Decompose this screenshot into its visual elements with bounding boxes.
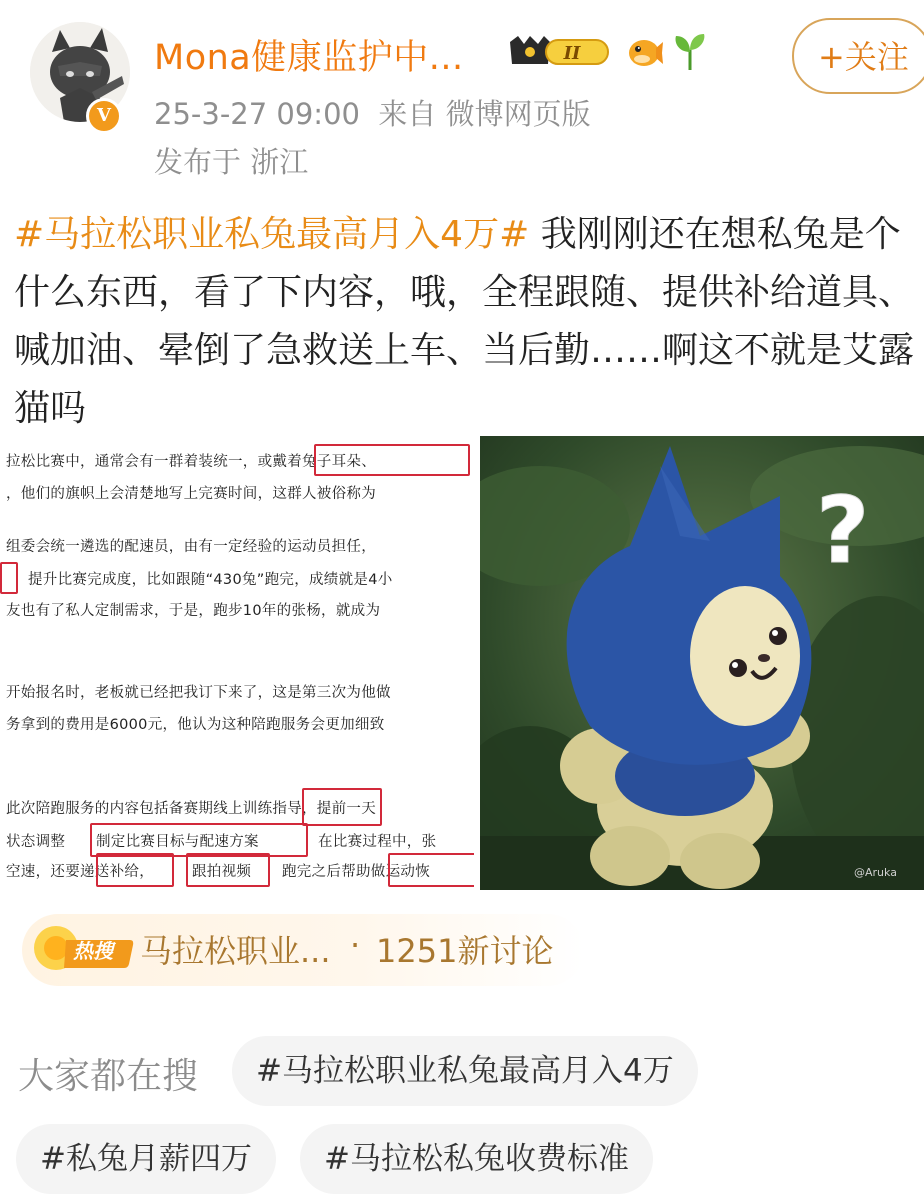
hot-search-label: 热搜 <box>73 939 113 963</box>
rank-badge-icon[interactable] <box>508 34 612 68</box>
svg-text:?: ? <box>816 477 870 584</box>
article-line: 在比赛过程中，张 <box>318 834 437 850</box>
verified-badge: V <box>86 98 122 134</box>
article-line: 空速，还要递送补给， <box>6 864 154 880</box>
plush-toy-photo[interactable] <box>480 436 924 890</box>
timestamp: 25-3-27 09:00 <box>154 97 360 131</box>
everyone-search-title: 大家都在搜 <box>18 1056 199 1097</box>
rank-badge-label: II <box>563 43 581 64</box>
article-line: ，他们的旗帜上会清楚地写上完赛时间，这群人被俗称为 <box>6 486 376 502</box>
article-line: 组委会统一遴选的配速员，由有一定经验的运动员担任， <box>6 539 376 555</box>
article-line: 提升比赛完成度，比如跟随“430兔”跑完，成绩就是4小 <box>28 572 393 588</box>
pufferfish-icon <box>626 34 664 70</box>
post-body: 我刚刚还在想私兔是个什么东西，看了下内容，哦，全程跟随、提供补给道具、喊加油、晕倒了急救送上车、当后勤……啊这不就是艾露猫吗 <box>14 214 915 429</box>
hot-search-separator: · <box>350 926 361 964</box>
article-line: 跑完之后帮助做运动恢 <box>282 864 430 880</box>
highlight-box <box>186 853 270 887</box>
post-meta <box>154 92 591 133</box>
article-line: 友也有了私人定制需求，于是，跑步10年的张杨，就成为 <box>6 603 381 619</box>
username[interactable]: Mona健康监护中... <box>154 38 464 78</box>
highlight-box <box>0 562 18 594</box>
article-screenshot-image[interactable] <box>0 432 474 890</box>
post-source[interactable]: 来自 微博网页版 <box>378 97 591 131</box>
search-chip[interactable]: #马拉松私兔收费标准 <box>300 1124 653 1194</box>
search-chip[interactable]: #私兔月薪四万 <box>16 1124 276 1194</box>
post-location: 发布于 浙江 <box>154 145 309 179</box>
post-hashtag[interactable]: #马拉松职业私兔最高月入4万# <box>14 214 530 255</box>
article-line: 务拿到的费用是6000元，他认为这种陪跑服务会更加细致 <box>6 717 385 733</box>
highlight-box <box>96 853 174 887</box>
highlight-box <box>302 788 382 826</box>
search-chip[interactable]: #马拉松职业私兔最高月入4万 <box>232 1036 698 1106</box>
highlight-box <box>314 444 470 476</box>
article-line: 此次陪跑服务的内容包括备赛期线上训练指导，提前一天 <box>6 801 376 817</box>
photo-watermark: @Aruka <box>854 866 897 879</box>
post-text <box>14 206 919 438</box>
sprout-icon <box>672 32 708 72</box>
article-line: 状态调整 <box>6 834 66 850</box>
article-line: 制定比赛目标与配速方案 <box>96 834 259 850</box>
article-line: 开始报名时，老板就已经把我订下来了，这是第三次为他做 <box>6 685 391 701</box>
highlight-box <box>90 823 308 857</box>
hot-search-topic[interactable]: 马拉松职业... <box>140 932 331 970</box>
follow-button[interactable]: +关注 <box>792 18 924 94</box>
article-line: 拉松比赛中，通常会有一群着装统一，或戴着兔子耳朵、 <box>6 454 376 470</box>
highlight-box <box>388 853 474 887</box>
article-line: 跟拍视频 <box>192 864 252 880</box>
hot-search-count: 1251新讨论 <box>376 932 554 970</box>
